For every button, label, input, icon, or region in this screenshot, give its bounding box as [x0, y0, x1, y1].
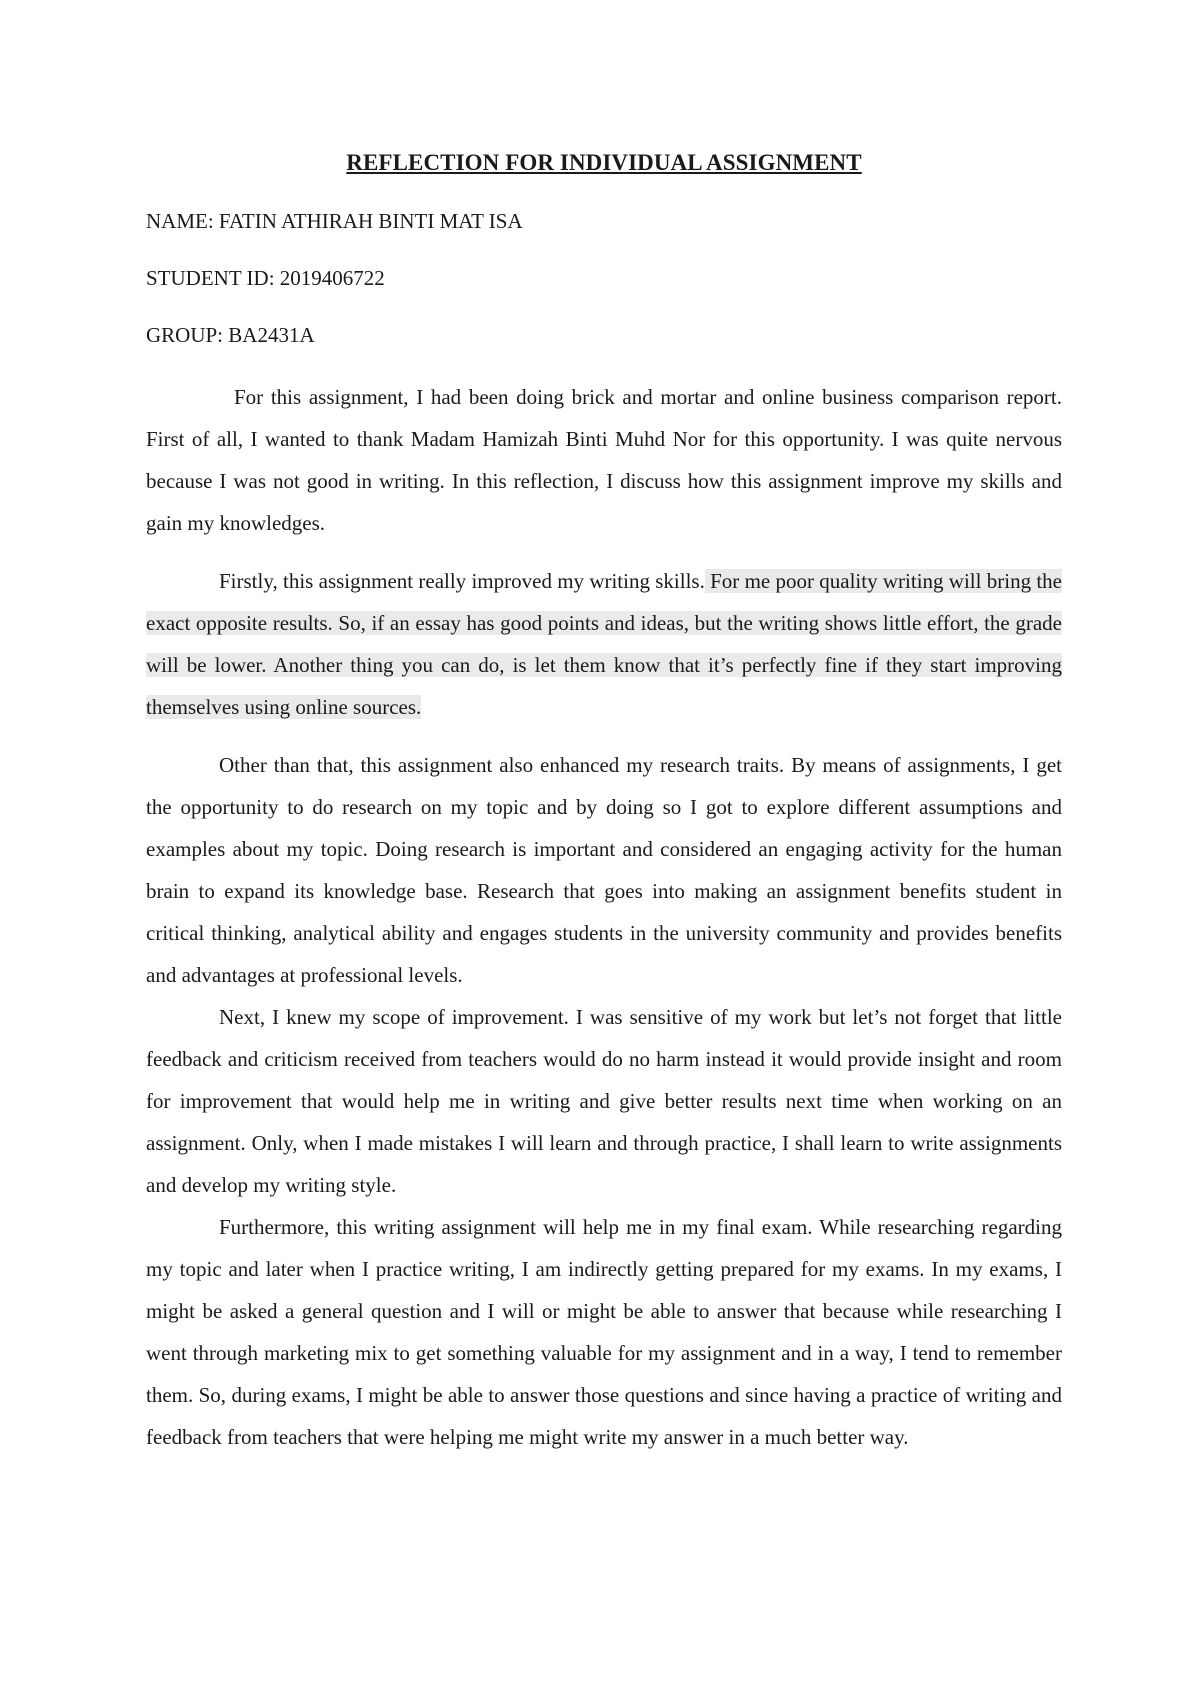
student-id-line: STUDENT ID: 2019406722	[146, 266, 385, 290]
paragraph-improvement: Next, I knew my scope of improvement. I was sensitive of my work but let’s not forget that little feedback and criticism received from teachers would do no harm instead it would provide insight and room for improvement that would help me in writing and give better results next time when working on an assignment. Only, when I made mistakes I will learn and through practice, I shall learn to write assignments and develop my writing style.	[146, 1005, 1062, 1197]
highlighted-text: For me poor quality writing will bring the exact opposite results. So, if an essay has good points and ideas, but the writing shows little effort, the grade will be lower. Another thing you can do, is let them know that it’s perfectly fine if they start improving themselves using online sources.	[146, 569, 1062, 719]
paragraph-intro: For this assignment, I had been doing brick and mortar and online business comparison report. First of all, I wanted to thank Madam Hamizah Binti Muhd Nor for this opportunity. I was quite nervous because I was not good in writing. In this reflection, I discuss how this assignment improve my skills and gain my knowledges.	[146, 385, 1062, 535]
document-title: REFLECTION FOR INDIVIDUAL ASSIGNMENT	[346, 150, 862, 175]
paragraph-final-exam: Furthermore, this writing assignment will help me in my final exam. While researching regarding my topic and later when I practice writing, I am indirectly getting prepared for my exams. In my exams, I might be asked a general question and I will or might be able to answer that because while researching I went through marketing mix to get something valuable for my assignment and in a way, I tend to remember them. So, during exams, I might be able to answer those questions and since having a practice of writing and feedback from teachers that were helping me might write my answer in a much better way.	[146, 1215, 1062, 1449]
paragraph-writing-skills-text: Firstly, this assignment really improved my writing skills.	[219, 569, 705, 593]
paragraph-research: Other than that, this assignment also enhanced my research traits. By means of assignments, I get the opportunity to do research on my topic and by doing so I got to explore different assumptions and examples about my topic. Doing research is important and considered an engaging activity for the human brain to expand its knowledge base. Research that goes into making an assignment benefits student in critical thinking, analytical ability and engages students in the university community and provides benefits and advantages at professional levels.	[146, 753, 1062, 987]
name-line: NAME: FATIN ATHIRAH BINTI MAT ISA	[146, 209, 523, 233]
group-line: GROUP: BA2431A	[146, 323, 315, 347]
paragraph-writing-skills	[146, 560, 1062, 728]
document-page	[146, 148, 1062, 1458]
